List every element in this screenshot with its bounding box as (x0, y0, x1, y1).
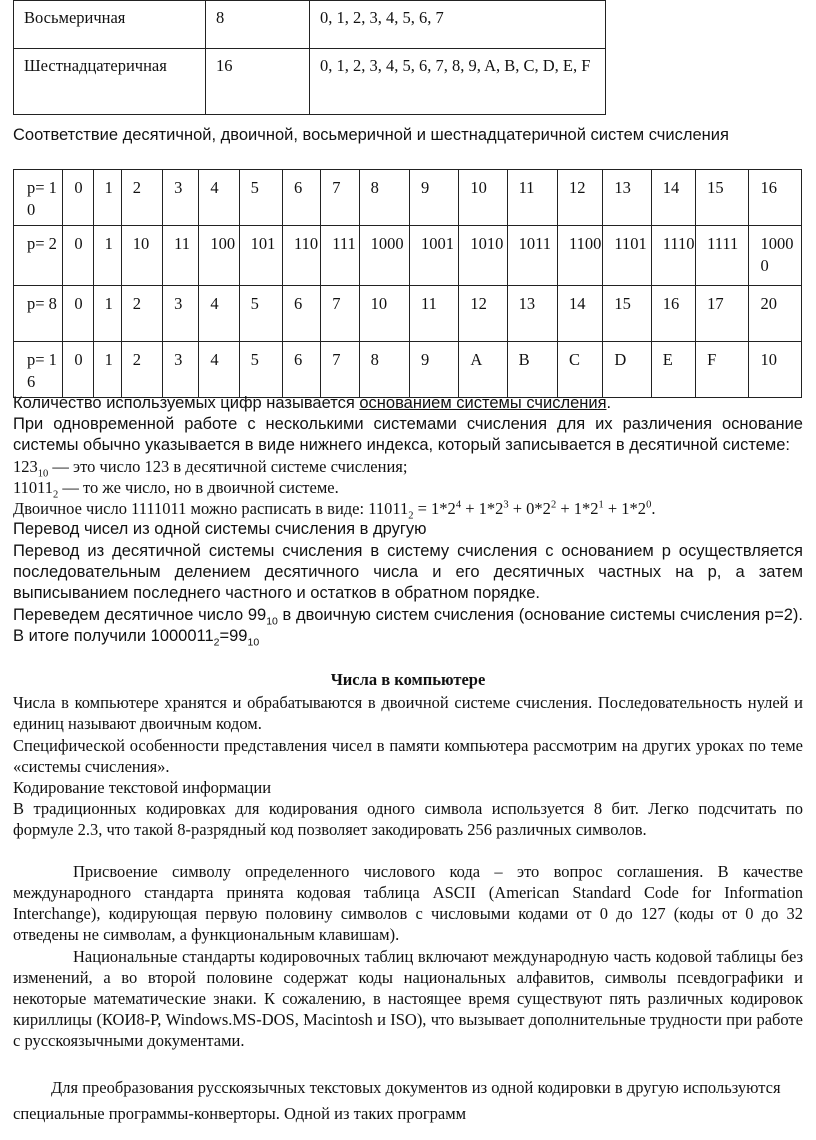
example-binary: $11011_2$ — то же число, но в двоичной системе. (13, 478, 339, 501)
table-cell: 1 (93, 342, 121, 398)
number-systems-table (13, 169, 802, 398)
table-cell: 20 (749, 286, 802, 342)
base-definition: Количество используемых цифр называется основанием системы счисления. (13, 394, 612, 412)
table-cell: 10 (459, 170, 507, 226)
table-cell: 10000 (749, 226, 802, 286)
table-cell: 17 (696, 286, 749, 342)
table-cell: 10 (749, 342, 802, 398)
table-cell: E (651, 342, 695, 398)
table-cell: 6 (283, 342, 321, 398)
row-header: p= 10 (14, 170, 63, 226)
table-cell: 11 (409, 286, 458, 342)
subscript-intro: При одновременной работе с несколькими системами счисления для их различения основание системы обычно указывается в виде нижнего индекса, который записывается в десятичной системе: (13, 415, 803, 454)
binary-expansion: Двоичное число 1111011 можно расписать в виде: $11011_2 = 1*2^4 + 1*2^3 + 0*2^2 + 1*2^1 + 1*2^0$. (13, 499, 656, 522)
table-cell: 16 (651, 286, 695, 342)
table-cell: 12 (459, 286, 507, 342)
conversion-table-title: Соответствие десятичной, двоичной, восьмеричной и шестнадцатеричной систем счисления (13, 126, 729, 144)
table-row (14, 170, 802, 226)
table-cell: 13 (603, 170, 651, 226)
table-cell: 8 (206, 1, 310, 49)
table-cell: 5 (239, 342, 282, 398)
table-cell: 4 (199, 286, 239, 342)
table-cell: 1110 (651, 226, 695, 286)
table-cell: 1010 (459, 226, 507, 286)
table-cell: 5 (239, 170, 282, 226)
table-cell: 1 (93, 226, 121, 286)
table-cell: 14 (558, 286, 603, 342)
table-cell: 15 (603, 286, 651, 342)
table-cell: 0, 1, 2, 3, 4, 5, 6, 7 (310, 1, 606, 49)
table-cell: 1011 (507, 226, 557, 286)
table-cell: 4 (199, 342, 239, 398)
transfer-text: Перевод из десятичной системы счисления в систему счисления с основанием p осуществляется последовательным делением десятичного числа и его десятичных частных на p, а затем выписыванием последнего частного и остатков в обратном порядке. (13, 542, 803, 602)
table-cell: B (507, 342, 557, 398)
table-cell: 8 (359, 170, 409, 226)
table-cell: 3 (163, 286, 199, 342)
example-decimal: $123_{10}$ — это число 123 в десятичной системе счисления; (13, 457, 408, 480)
numbers-stored-text: Числа в компьютере хранятся и обрабатываются в двоичной системе счисления. Последовательность нулей и единиц называют двоичным кодом. (13, 693, 803, 733)
table-row (14, 1, 606, 49)
table-cell: 13 (507, 286, 557, 342)
table-cell: 2 (121, 170, 162, 226)
table-cell: 100 (199, 226, 239, 286)
table-cell: 0, 1, 2, 3, 4, 5, 6, 7, 8, 9, A, B, C, D, E, F (310, 49, 606, 115)
table-cell: 10 (121, 226, 162, 286)
table-row (14, 226, 802, 286)
table-cell: 1 (93, 286, 121, 342)
table-cell: 3 (163, 170, 199, 226)
table-cell: 1 (93, 170, 121, 226)
table-cell: 0 (63, 286, 93, 342)
table-cell: Восьмеричная (14, 1, 206, 49)
table-cell: 0 (63, 342, 93, 398)
text-coding-heading: Кодирование текстовой информации (13, 778, 272, 797)
table-cell: 111 (321, 226, 359, 286)
table-cell: 14 (651, 170, 695, 226)
table-cell: 9 (409, 342, 458, 398)
table-cell: 1101 (603, 226, 651, 286)
table-cell: 11 (507, 170, 557, 226)
table-cell: 16 (749, 170, 802, 226)
bases-table (13, 0, 606, 115)
table-cell: 7 (321, 170, 359, 226)
specific-text: Специфической особенности представления чисел в памяти компьютера рассмотрим на других уроках по теме «системы счисления». (13, 736, 803, 776)
table-cell: 12 (558, 170, 603, 226)
table-cell: 2 (121, 286, 162, 342)
table-cell: 101 (239, 226, 282, 286)
table-cell: C (558, 342, 603, 398)
row-header: p= 2 (14, 226, 63, 286)
table-cell: 5 (239, 286, 282, 342)
table-cell: 1111 (696, 226, 749, 286)
table-cell: 2 (121, 342, 162, 398)
convert-example: Переведем десятичное число $99_{10}$ в двоичную систем счисления (основание системы счисления p=2). В итоге получили $1000011_2=99_{10}$ (13, 606, 803, 649)
table-cell: 15 (696, 170, 749, 226)
row-header: p= 16 (14, 342, 63, 398)
table-cell: Шестнадцатеричная (14, 49, 206, 115)
table-cell: 6 (283, 170, 321, 226)
table-cell: 0 (63, 170, 93, 226)
table-cell: 7 (321, 342, 359, 398)
table-cell: D (603, 342, 651, 398)
converters-text: Для преобразования русскоязычных текстовых документов из одной кодировки в другую используются специальные программы-конверторы. Одной из таких программ (13, 1078, 781, 1123)
row-header: p= 8 (14, 286, 63, 342)
table-cell: 4 (199, 170, 239, 226)
table-cell: F (696, 342, 749, 398)
table-cell: A (459, 342, 507, 398)
table-cell: 10 (359, 286, 409, 342)
table-cell: 16 (206, 49, 310, 115)
national-standards-text: Национальные стандарты кодировочных таблиц включают международную часть кодовой таблицы без изменений, а во второй половине содержат коды национальных алфавитов, символы псевдографики и некоторые математические знаки. К сожалению, в настоящее время существуют пять различных кодировок кириллицы (КОИ8-Р, Windows.MS-DOS, Macintosh и ISO), что вызывает дополнительные трудности при работе с русскоязычными документами. (13, 947, 803, 1050)
table-cell: 11 (163, 226, 199, 286)
table-cell: 3 (163, 342, 199, 398)
table-row (14, 49, 606, 115)
table-cell: 1100 (558, 226, 603, 286)
table-row (14, 342, 802, 398)
table-row (14, 286, 802, 342)
table-cell: 9 (409, 170, 458, 226)
table-cell: 110 (283, 226, 321, 286)
table-cell: 7 (321, 286, 359, 342)
table-cell: 1000 (359, 226, 409, 286)
table-cell: 6 (283, 286, 321, 342)
transfer-heading: Перевод чисел из одной системы счисления в другую (13, 520, 427, 538)
section-title: Числа в компьютере (330, 670, 486, 689)
traditional-coding-text: В традиционных кодировках для кодирования одного символа используется 8 бит. Легко подсчитать по формуле 2.3, что такой 8-разрядный код позволяет закодировать 256 различных символов. (13, 799, 803, 839)
table-cell: 1001 (409, 226, 458, 286)
ascii-text: Присвоение символу определенного числового кода – это вопрос соглашения. В качестве международного стандарта принята кодовая таблица ASCII (American Standard Code for Information Interchange), кодирующая первую половину символов с числовыми кодами от 0 до 127 (коды от 0 до 32 отведены не символам, а функциональным клавишам). (13, 862, 803, 944)
table-cell: 0 (63, 226, 93, 286)
table-cell: 8 (359, 342, 409, 398)
